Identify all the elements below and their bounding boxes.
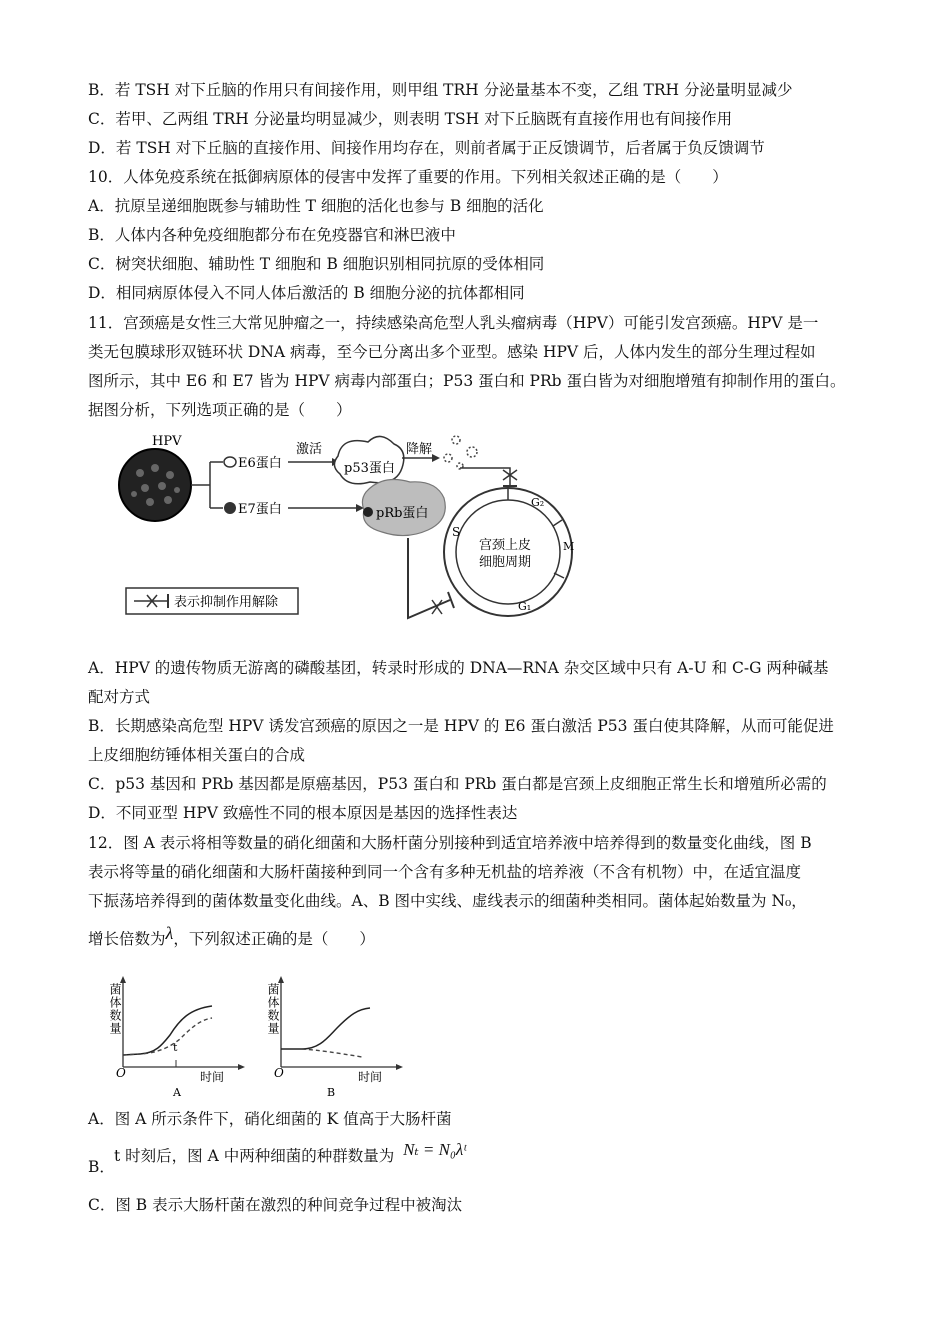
activate-label: 激活 (296, 442, 323, 457)
q12-stem-line3: 下振荡培养得到的菌体数量变化曲线。A、B 图中实线、虚线表示的细菌种类相同。菌体起始数量为 N₀， (88, 892, 807, 910)
q12-option-b-text: t 时刻后，图 A 中两种细菌的种群数量为 (114, 1147, 395, 1165)
degrade-label: 降解 (406, 442, 433, 457)
chart-a-tick-t: t (173, 1041, 178, 1054)
chart-b-caption: B (327, 1086, 336, 1099)
chart-a-origin: O (116, 1066, 126, 1080)
q9-option-c: C．若甲、乙两组 TRH 分泌量均明显减少，则表明 TSH 对下丘脑既有直接作用也有间接作用 (88, 110, 733, 128)
q11-stem-line3: 图所示，其中 E6 和 E7 皆为 HPV 病毒内部蛋白；P53 蛋白和 PRb 蛋白皆为对细胞增殖有抑制作用的蛋白。 (88, 372, 846, 390)
q10-option-b: B．人体内各种免疫细胞都分布在免疫器官和淋巴液中 (88, 226, 456, 244)
chart-b-solid-line (281, 1008, 370, 1049)
legend-label: 表示抑制作用解除 (174, 595, 279, 610)
chart-a-xlabel: 时间 (200, 1070, 225, 1084)
q9-option-b: B．若 TSH 对下丘脑的作用只有间接作用，则甲组 TRH 分泌量基本不变，乙组 TRH 分泌量明显减少 (88, 81, 793, 99)
q11-stem-line1: 11．宫颈癌是女性三大常见肿瘤之一，持续感染高危型人乳头瘤病毒（HPV）可能引发宫颈癌。HPV 是一 (88, 314, 819, 332)
q11-option-a-line1: A．HPV 的遗传物质无游离的磷酸基团，转录时形成的 DNA—RNA 杂交区域中只有 A-U 和 C-G 两种碱基 (88, 659, 829, 677)
hpv-virus-icon (119, 449, 191, 521)
prb-label: pRb蛋白 (376, 506, 429, 521)
q10-option-a: A．抗原呈递细胞既参与辅助性 T 细胞的活化也参与 B 细胞的活化 (88, 197, 544, 215)
chart-a-caption: A (173, 1086, 181, 1099)
q12-option-a: A．图 A 所示条件下，硝化细菌的 K 值高于大肠杆菌 (88, 1110, 452, 1128)
q12-option-c: C．图 B 表示大肠杆菌在激烈的种间竞争过程中被淘汰 (88, 1196, 463, 1214)
phase-g1-label: G₁ (518, 600, 532, 613)
chart-b-xlabel: 时间 (358, 1070, 383, 1084)
q11-option-a-line2: 配对方式 (88, 688, 151, 706)
e6-protein-icon (224, 457, 236, 467)
q12-stem-line4-start: 增长倍数为 (88, 930, 166, 948)
p53-label: p53蛋白 (344, 461, 395, 476)
e7-bound-icon (363, 507, 373, 517)
growth-formula: Nₜ = N₀λᵗ (403, 1140, 467, 1159)
q11-option-b-line2: 上皮细胞纺锤体相关蛋白的合成 (88, 746, 306, 764)
cell-cycle-label-1: 宫颈上皮 (479, 538, 532, 553)
q10-stem: 10．人体免疫系统在抵御病原体的侵害中发挥了重要的作用。下列相关叙述正确的是（ ） (88, 168, 728, 186)
q11-stem-line2: 类无包膜球形双链环状 DNA 病毒，至今已分离出多个亚型。感染 HPV 后，人体内发生的部分生理过程如 (88, 343, 816, 361)
q12-stem-line2: 表示将等量的硝化细菌和大肠杆菌接种到同一个含有多种无机盐的培养液（不含有机物）中，在适宜温度 (88, 863, 802, 881)
e7-label: E7蛋白 (238, 502, 282, 517)
q12-stem-line4-end: ，下列叙述正确的是（ ） (173, 930, 375, 948)
chart-a-dashed-line (123, 1018, 212, 1055)
e6-label: E6蛋白 (238, 456, 282, 471)
q12-option-b-label: B． (88, 1158, 115, 1176)
q9-option-d: D．若 TSH 对下丘脑的直接作用、间接作用均存在，则前者属于正反馈调节，后者属于负反馈调节 (88, 139, 765, 157)
q10-option-d: D．相同病原体侵入不同人体后激活的 B 细胞分泌的抗体都相同 (88, 284, 525, 302)
degraded-fragments-icon (444, 436, 477, 469)
growth-chart-a (100, 975, 250, 1105)
phase-g2-label: G₂ (531, 496, 545, 509)
q12-option-b (114, 1140, 467, 1167)
chart-a-ylabel: 菌体数量 (108, 983, 122, 1035)
chart-b-dashed-line (302, 1049, 362, 1057)
q11-option-d: D．不同亚型 HPV 致癌性不同的根本原因是基因的选择性表达 (88, 804, 518, 822)
q12-stem-line1: 12．图 A 表示将相等数量的硝化细菌和大肠杆菌分别接种到适宜培养液中培养得到的数量变化曲线，图 B (88, 834, 812, 852)
q11-option-b-line1: B．长期感染高危型 HPV 诱发宫颈癌的原因之一是 HPV 的 E6 蛋白激活 P53 蛋白使其降解，从而可能促进 (88, 717, 834, 735)
e7-protein-icon (224, 502, 236, 514)
growth-chart-b (258, 975, 408, 1105)
lambda-symbol: λ (165, 923, 174, 943)
hpv-label: HPV (152, 434, 182, 449)
cell-cycle-label-2: 细胞周期 (479, 555, 532, 570)
q11-option-c: C．p53 基因和 PRb 基因都是原癌基因，P53 蛋白和 PRb 蛋白都是宫颈上皮细胞正常生长和增殖所必需的 (88, 775, 827, 793)
phase-m-label: M (563, 540, 575, 553)
q12-stem-line4 (88, 923, 375, 950)
chart-b-origin: O (274, 1066, 284, 1080)
phase-s-label: S (452, 525, 461, 539)
hpv-cell-cycle-diagram (110, 428, 590, 628)
chart-b-ylabel: 菌体数量 (266, 983, 280, 1035)
q10-option-c: C．树突状细胞、辅助性 T 细胞和 B 细胞识别相同抗原的受体相同 (88, 255, 545, 273)
q11-stem-line4: 据图分析，下列选项正确的是（ ） (88, 401, 352, 419)
